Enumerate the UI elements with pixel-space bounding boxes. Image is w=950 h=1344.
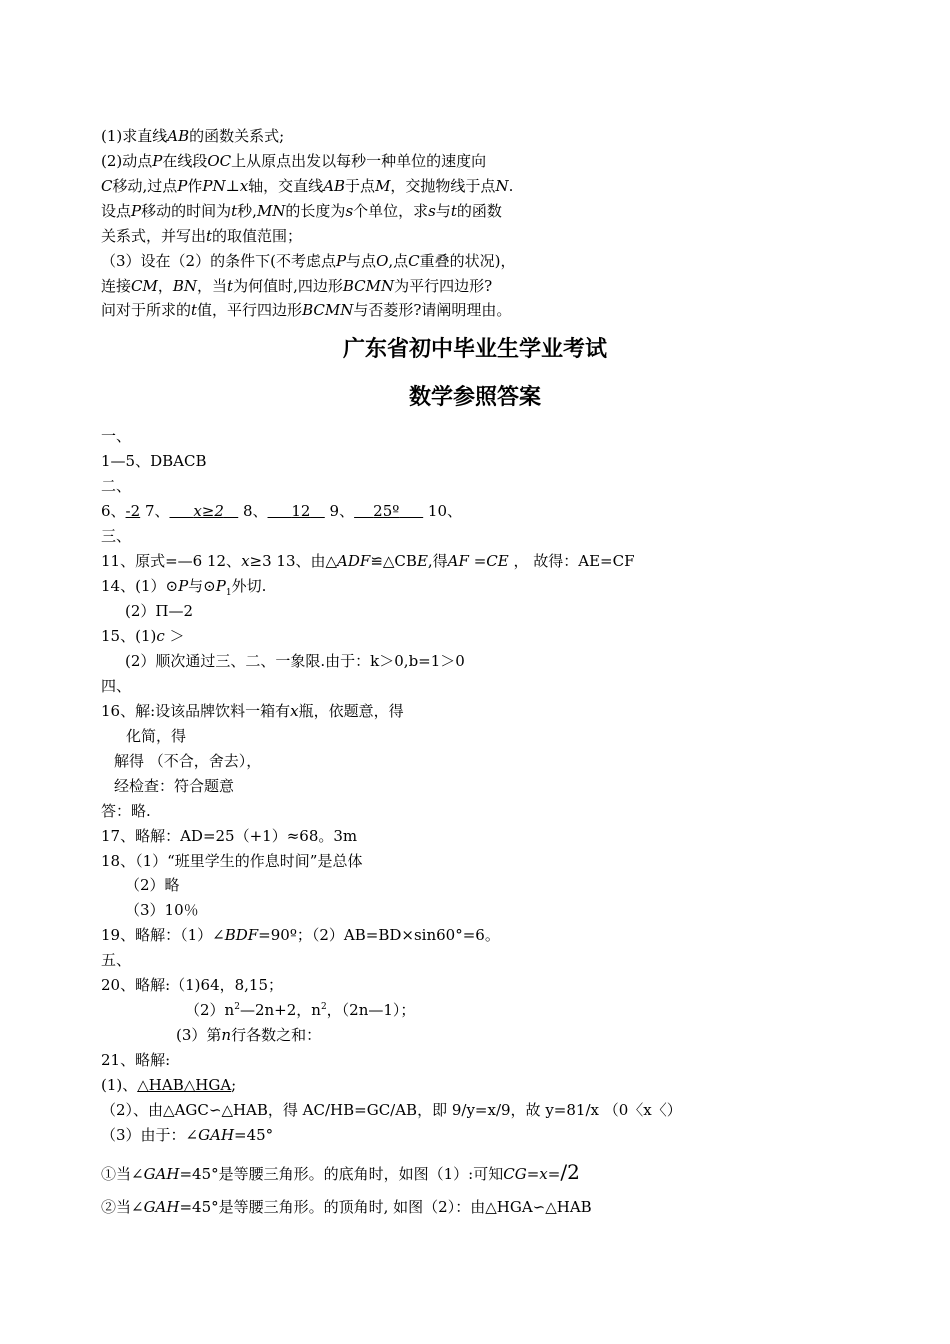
text: 的函数 <box>456 202 502 220</box>
math-var: CE <box>486 552 509 570</box>
math-var: GAH <box>143 1165 180 1183</box>
text: 9、 <box>324 502 355 520</box>
blank-answer <box>354 502 423 520</box>
text: 19、略解：（1）∠ <box>101 926 225 944</box>
answer-11-13 <box>101 551 634 571</box>
text: 问对于所求的 <box>101 301 192 319</box>
problem-line-5 <box>101 226 302 246</box>
text: 为何值时,四边形 <box>233 277 343 295</box>
text: 与⊙ <box>188 577 216 595</box>
text: 7、 <box>140 502 170 520</box>
math-var: PN <box>202 177 226 195</box>
text: 15、(1) <box>101 627 157 645</box>
problem-line-1 <box>101 126 284 146</box>
text: 于点 <box>345 177 376 195</box>
text: 14、(1）⊙ <box>101 577 179 595</box>
answer-18-2: （2）略 <box>125 876 180 894</box>
math-var: C <box>408 252 420 270</box>
math-var: t <box>206 227 213 245</box>
math-var: P <box>178 577 189 595</box>
answer-21-1 <box>101 1075 236 1095</box>
math-var: P <box>177 177 188 195</box>
text: (1)求直线 <box>101 127 168 145</box>
math-var: t <box>191 301 198 319</box>
text: 与点 <box>346 252 377 270</box>
math-var: BN <box>172 277 198 295</box>
superscript: 2 <box>234 1002 240 1012</box>
text: ，当 <box>197 277 228 295</box>
answer-6-10 <box>101 501 462 521</box>
text: 设点 <box>101 202 132 220</box>
text: ⊥ <box>225 177 240 195</box>
text: ②当∠ <box>101 1198 144 1216</box>
text: (3）第 <box>176 1026 222 1044</box>
text: (2)动点 <box>101 152 153 170</box>
answer-16-4: 经检查：符合题意 <box>114 777 235 795</box>
math-var: BCMN <box>342 277 395 295</box>
section-4: 四、 <box>101 677 132 695</box>
math-var: x <box>539 1165 548 1183</box>
math-var: t <box>231 202 238 220</box>
text: 外切. <box>231 577 267 595</box>
answer-17: 17、略解：AD=25（+1）≈68。3m <box>101 827 358 845</box>
answer-20-1: 20、略解:（1)64，8,15； <box>101 976 284 994</box>
problem-line-6 <box>101 251 516 271</box>
math-var: C <box>101 177 113 195</box>
text: 11、原式=—6 12、 <box>101 552 242 570</box>
answer-19 <box>101 925 500 945</box>
answer-15-2: (2）顺次通过三、二、一象限.由于：k＞0,b=1＞0 <box>125 652 465 670</box>
text: （3）由于：∠ <box>101 1126 199 1144</box>
problem-line-4 <box>101 201 502 221</box>
underlined-text: △HAB△HGA <box>137 1076 232 1094</box>
text: ≥3 13、由△ <box>249 552 338 570</box>
text: （3）设在（2）的条件下(不考虑点 <box>101 252 336 270</box>
blank-answer <box>169 502 238 520</box>
text: 与 <box>435 202 451 220</box>
text: ， <box>157 277 173 295</box>
math-var: c <box>156 627 165 645</box>
text: /2 <box>560 1160 580 1184</box>
text: . <box>508 177 514 195</box>
answer-14-1 <box>101 576 266 596</box>
answer-16-3: 解得 （不合，舍去）， <box>114 752 262 770</box>
text: 移动,过点 <box>112 177 178 195</box>
text: ①当∠ <box>101 1165 144 1183</box>
text: 个单位，求 <box>353 202 429 220</box>
text: 轴，交直线 <box>248 177 324 195</box>
answer-14-2: (2）Π—2 <box>125 602 194 620</box>
answer-21-case-2 <box>101 1197 592 1217</box>
text: 为平行四边形? <box>394 277 493 295</box>
answer-21-case-1 <box>101 1162 580 1184</box>
text: 的取值范围； <box>212 227 303 245</box>
math-var: BDF <box>224 926 259 944</box>
math-var: x≥2 <box>193 502 224 520</box>
text: 16、解:设该品牌饮料一箱有 <box>101 702 291 720</box>
math-var: n <box>221 1026 232 1044</box>
text: =45°是等腰三角形。的顶角时, 如图（2）：由△HGA∽△HAB <box>179 1198 592 1216</box>
answer-21-2: （2）、由△AGC∽△HAB，得 AC/HB=GC/AB，即 9/y=x/9，故 y=81/x （0〈x〈） <box>101 1101 682 1119</box>
math-var: MN <box>256 202 286 220</box>
text: 的函数关系式; <box>189 127 285 145</box>
text: 行各数之和： <box>231 1026 322 1044</box>
text: = <box>468 552 487 570</box>
text: 值，平行四边形 <box>197 301 303 319</box>
text: 25º <box>373 502 400 520</box>
text: ; <box>231 1076 237 1094</box>
text: =45°是等腰三角形。的底角时，如图（1）:可知 <box>179 1165 504 1183</box>
math-var: N <box>495 177 509 195</box>
text: 12 <box>291 502 311 520</box>
math-var: AB <box>323 177 346 195</box>
section-2: 二、 <box>101 477 132 495</box>
text: = <box>526 1165 540 1183</box>
section-3: 三、 <box>101 527 132 545</box>
math-var: OC <box>207 152 232 170</box>
math-var: GAH <box>198 1126 235 1144</box>
math-var: CG <box>503 1165 527 1183</box>
math-var: x <box>241 552 250 570</box>
text: =90º；（2）AB=BD×sin60°=6。 <box>258 926 500 944</box>
text: 作 <box>187 177 203 195</box>
text: —2n+2，n <box>239 1001 321 1019</box>
answer-16-1 <box>101 701 404 721</box>
math-var: x <box>290 702 299 720</box>
text: 关系式，并写出 <box>101 227 207 245</box>
math-var: AF <box>447 552 469 570</box>
text: 10、 <box>423 502 463 520</box>
answer-21-header: 21、略解: <box>101 1051 171 1069</box>
answer-1-5: 1—5、DBACB <box>101 452 207 470</box>
text: ＞ <box>164 627 185 645</box>
math-var: P <box>215 577 226 595</box>
text: = <box>547 1165 561 1183</box>
math-var: t <box>227 277 234 295</box>
text: 秒, <box>237 202 257 220</box>
text: 的长度为 <box>285 202 346 220</box>
math-var: CM <box>131 277 158 295</box>
math-var: P <box>335 252 347 270</box>
text: =45° <box>234 1126 274 1144</box>
math-var: t <box>450 202 457 220</box>
text: ,点 <box>388 252 409 270</box>
text: 移动的时间为 <box>141 202 232 220</box>
text: ≌△CB <box>370 552 417 570</box>
subscript: 1 <box>225 588 232 598</box>
answer-18-3: （3）10％ <box>125 901 199 919</box>
math-var: x <box>239 177 249 195</box>
problem-line-2 <box>101 151 486 171</box>
section-5: 五、 <box>101 951 132 969</box>
problem-line-7 <box>101 276 492 296</box>
math-var: s <box>345 202 354 220</box>
math-var: P <box>131 202 142 220</box>
math-var: BCMN <box>302 301 354 319</box>
text: 上从原点出发以每秒一种单位的速度向 <box>231 152 487 170</box>
math-var: O <box>376 252 389 270</box>
answer-20-2 <box>185 1000 415 1020</box>
math-var: s <box>428 202 436 220</box>
answer-18-1: 18、（1）“班里学生的作息时间”是总体 <box>101 852 363 870</box>
math-var: P <box>152 152 163 170</box>
main-title: 广东省初中毕业生学业考试 <box>342 337 607 362</box>
text: 6、 <box>101 502 126 520</box>
problem-line-8 <box>101 300 511 320</box>
math-var: ADF <box>337 552 371 570</box>
answer-16-5: 答：略. <box>101 802 151 820</box>
text: 连接 <box>101 277 132 295</box>
text: ，交抛物线于点 <box>390 177 496 195</box>
text: ， 故得：AE=CF <box>508 552 635 570</box>
text: 重叠的状况)， <box>419 252 516 270</box>
math-var: E <box>416 552 428 570</box>
math-var: AB <box>167 127 190 145</box>
text: 8、 <box>238 502 268 520</box>
blank-answer <box>268 502 325 520</box>
math-var: GAH <box>143 1198 180 1216</box>
answer-15-1 <box>101 626 185 646</box>
text: ，（2n—1）； <box>326 1001 416 1019</box>
answer-21-3 <box>101 1125 273 1145</box>
math-var: M <box>375 177 391 195</box>
text: 瓶，依题意，得 <box>298 702 404 720</box>
answer-20-3 <box>176 1025 321 1045</box>
superscript: 2 <box>320 1002 327 1012</box>
text: (1)、 <box>101 1076 138 1094</box>
blank-answer: -2 <box>125 502 141 520</box>
text: 与否菱形?请阐明理由。 <box>353 301 512 319</box>
sub-title: 数学参照答案 <box>408 385 541 410</box>
answer-16-2: 化简，得 <box>126 727 187 745</box>
text: 在线段 <box>162 152 208 170</box>
section-1: 一、 <box>101 427 132 445</box>
problem-line-3 <box>101 176 513 196</box>
text: （2）n <box>185 1001 235 1019</box>
text: ,得 <box>427 552 448 570</box>
